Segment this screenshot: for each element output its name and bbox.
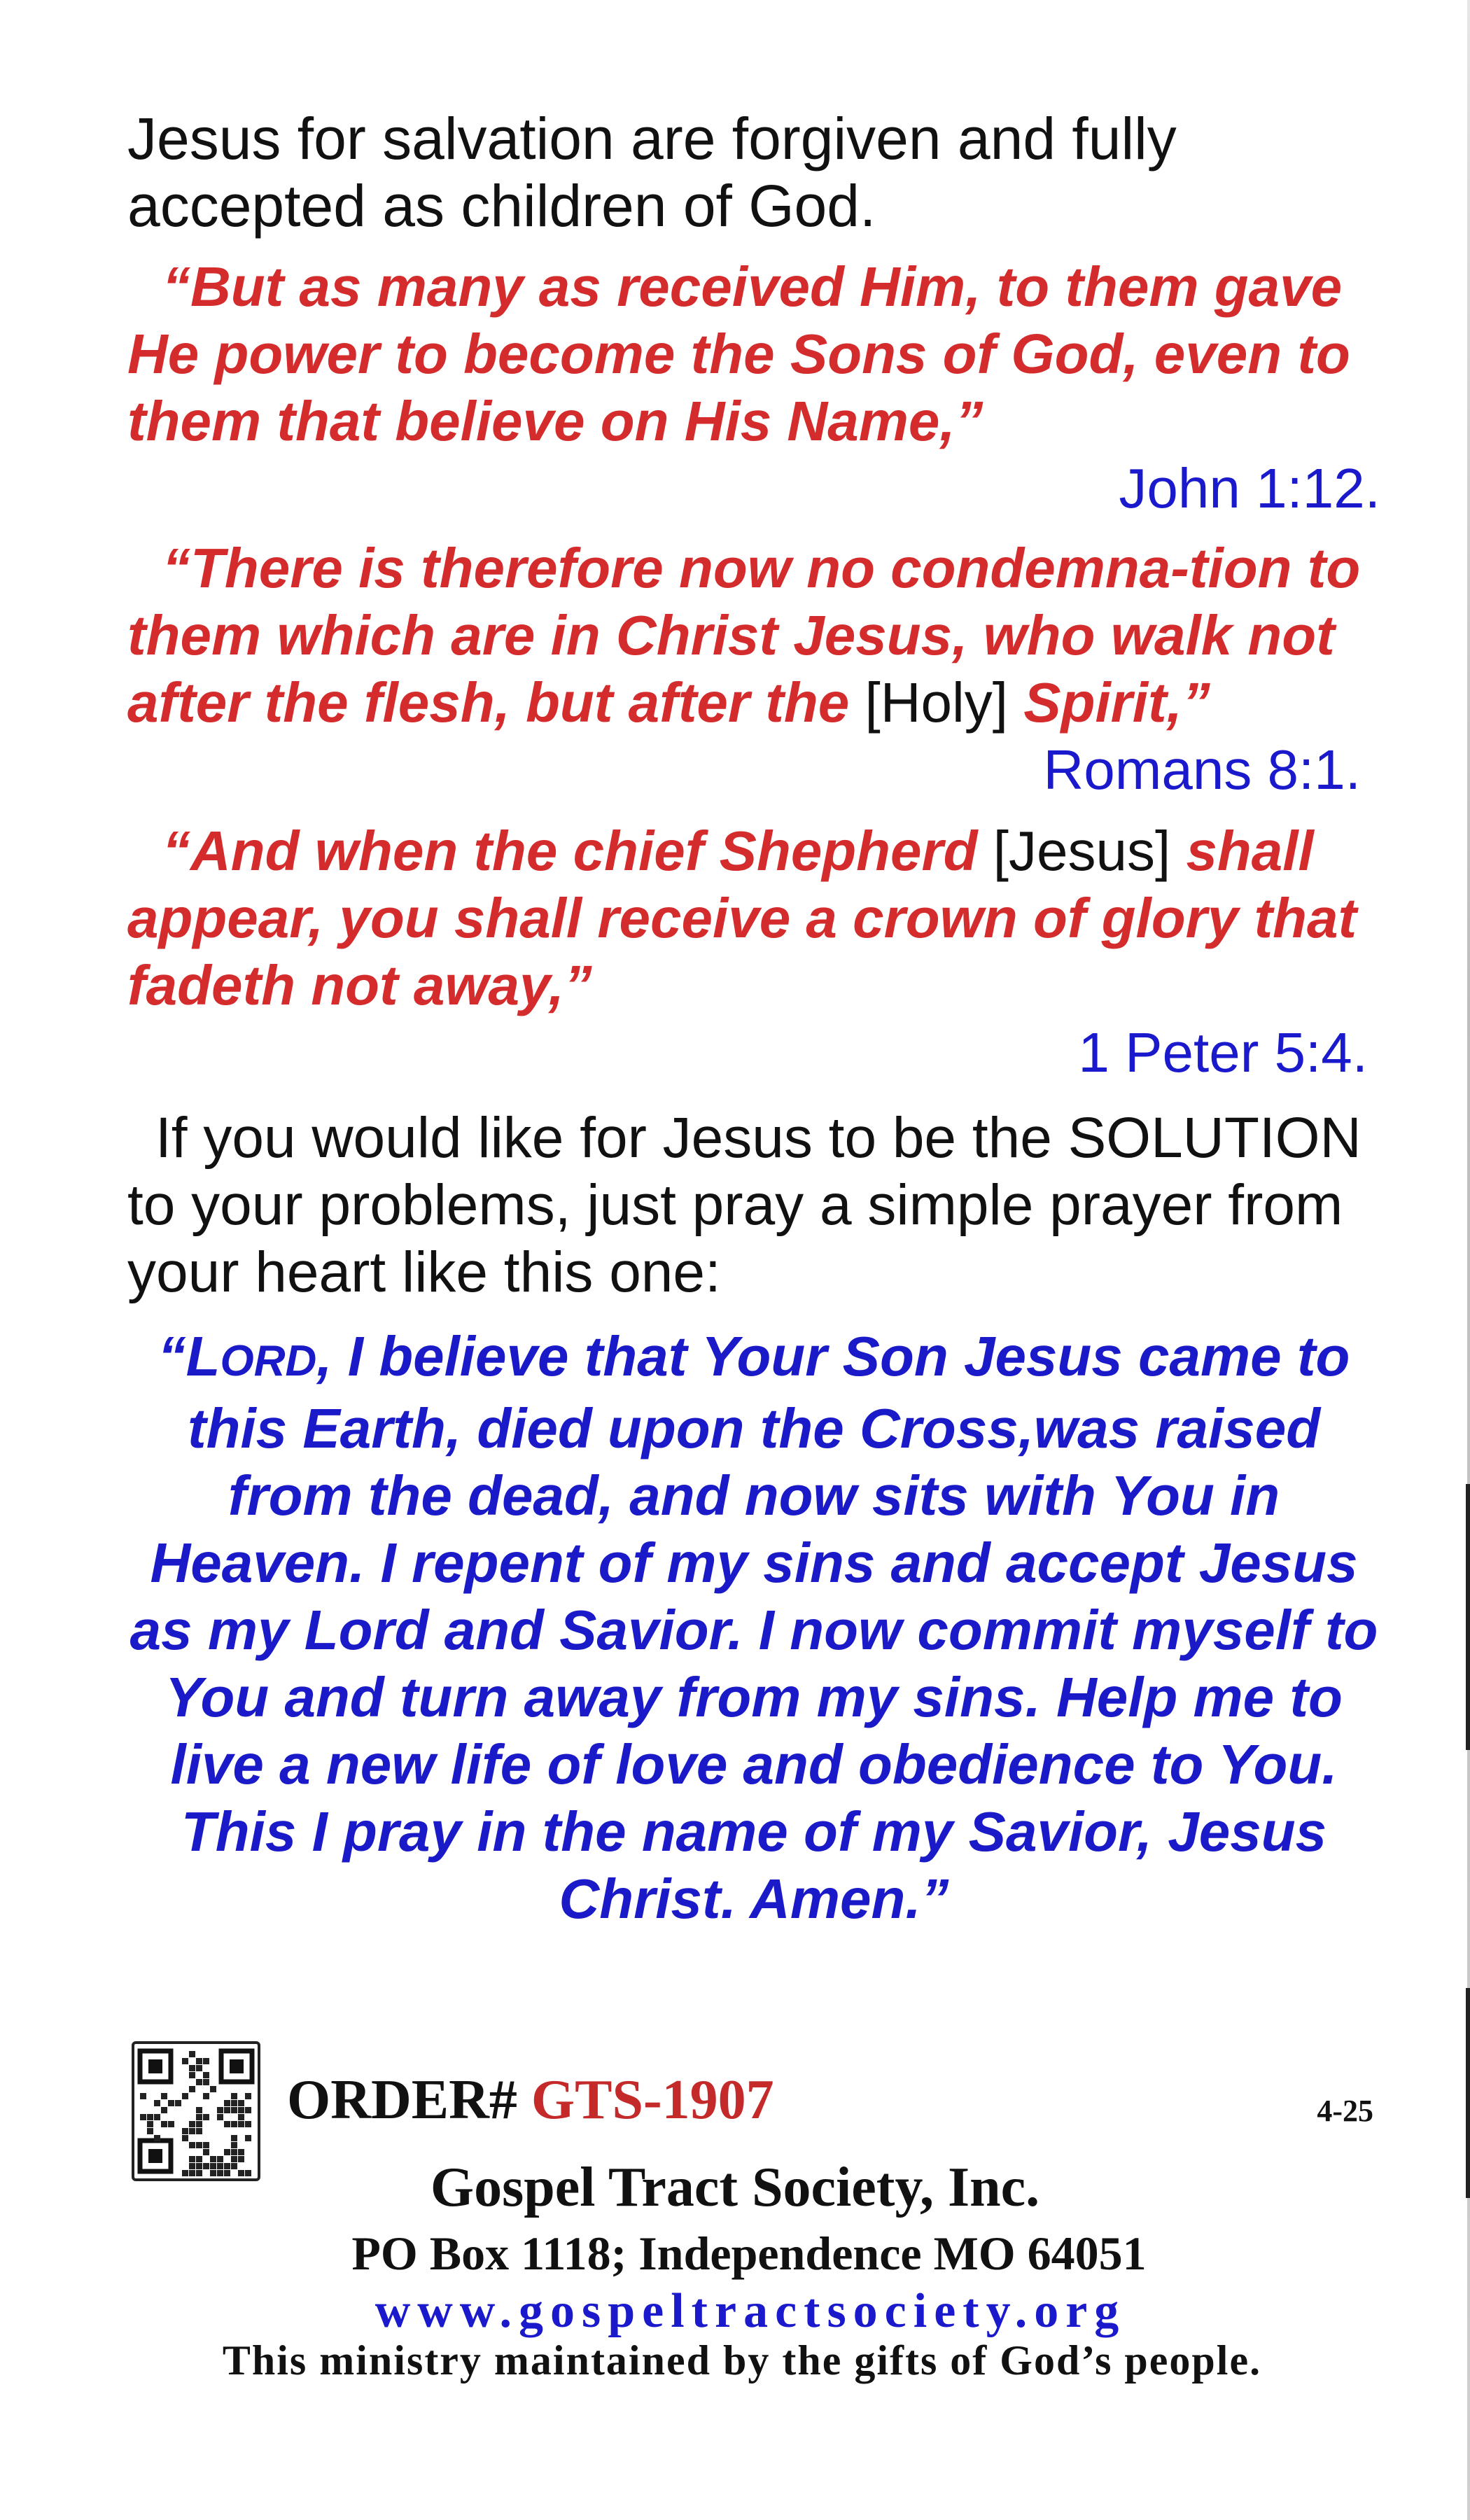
invitation-text: If you would like for Jesus to be the SOLUTION to your problems, just pray a simple prayer from your heart like this one:	[127, 1106, 1362, 1304]
verse-quote	[127, 535, 1380, 736]
date-code: 4-25	[1317, 2094, 1373, 2128]
prayer-text: , I believe that Your Son Jesus came to this Earth, died upon the Cross,was raised from the dead, and now sits with You in Heaven. I repent of my sins and accept Jesus as my Lord and Savior. I now commit myself to You and turn away from my sins. Help me to live a new life of love and obedience to You. This I pray in the name of my Savior, Jesus Christ. Amen.”	[130, 1325, 1378, 1930]
organization-name: Gospel Tract Society, Inc.	[430, 2157, 1040, 2218]
verse-john-1-12	[127, 253, 1380, 522]
website-link[interactable]: www.gospeltractsociety.org	[374, 2284, 1126, 2338]
quote-part: Spirit,”	[1023, 671, 1210, 734]
bracket-insert: [Holy]	[864, 671, 1008, 734]
order-label: ORDER#	[287, 2069, 517, 2131]
intro-text: Jesus for salvation are forgiven and fully accepted as children of God.	[127, 106, 1177, 239]
verse-reference: Romans 8:1.	[1043, 738, 1361, 801]
ministry-note: This ministry maintained by the gifts of God’s people.	[222, 2337, 1262, 2384]
verse-reference: John 1:12.	[1119, 457, 1380, 519]
quote-part: shall appear, you shall receive a crown of glory that fadeth not away,”	[127, 820, 1357, 1016]
verse-reference: 1 Peter 5:4.	[1078, 1021, 1368, 1084]
verse-1-peter-5-4	[127, 818, 1380, 1086]
edge-mark	[1466, 1484, 1470, 1750]
sinners-prayer	[127, 1323, 1380, 1933]
quote-part: “And when the chief Shepherd	[162, 820, 978, 882]
prayer-open: “L	[158, 1325, 220, 1387]
prayer-smallcaps: ORD	[220, 1337, 317, 1385]
order-number	[287, 2068, 774, 2132]
verse-quote	[127, 818, 1380, 1019]
order-code: GTS-1907	[531, 2069, 774, 2131]
bracket-insert: [Jesus]	[993, 820, 1171, 882]
quote-part: “There is therefore now no condemna-tion to them which are in Christ Jesus, who walk not after the flesh, but after the	[127, 537, 1361, 734]
mailing-address: PO Box 1118; Independence MO 64051	[351, 2227, 1147, 2280]
verse-quote: “But as many as received Him, to them gave He power to become the Sons of God, even to them that believe on His Name,”	[127, 255, 1350, 452]
verse-romans-8-1	[127, 535, 1380, 804]
